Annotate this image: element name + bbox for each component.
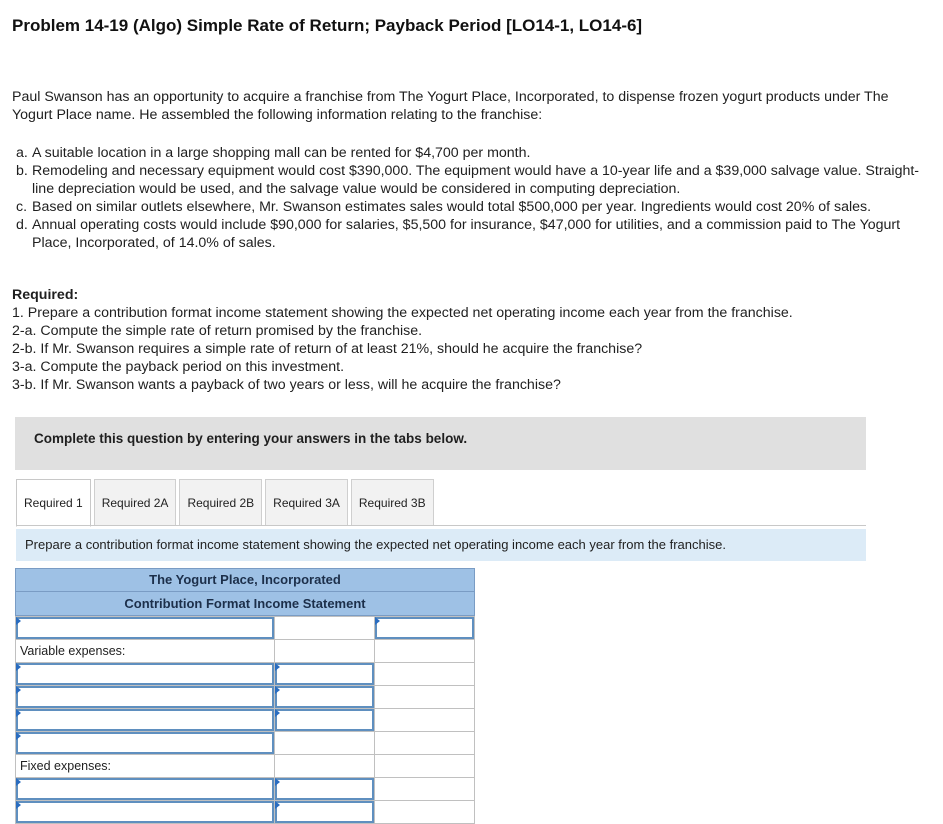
amount-input[interactable] <box>275 663 374 685</box>
table-cell <box>375 755 475 778</box>
table-cell <box>375 732 475 755</box>
table-cell <box>275 686 375 709</box>
table-cell <box>375 778 475 801</box>
table-cell <box>375 709 475 732</box>
required-line: 2-a. Compute the simple rate of return promised by the franchise. <box>12 323 423 339</box>
facts-list <box>16 144 928 252</box>
table-row <box>16 640 475 663</box>
table-cell <box>275 732 375 755</box>
line-item-input[interactable] <box>16 778 274 800</box>
input-marker-icon <box>375 617 380 625</box>
amount-input[interactable] <box>275 709 374 731</box>
table-cell <box>16 732 275 755</box>
table-row <box>16 755 475 778</box>
input-marker-icon <box>275 778 280 786</box>
line-item-input[interactable] <box>16 686 274 708</box>
line-item-input[interactable] <box>16 617 274 639</box>
tab-bar <box>16 479 437 525</box>
amount-input[interactable] <box>275 801 374 823</box>
instructions-banner <box>15 417 866 470</box>
amount-input[interactable] <box>275 778 374 800</box>
input-marker-icon <box>16 801 21 809</box>
table-cell <box>16 663 275 686</box>
income-statement <box>15 568 475 824</box>
table-cell <box>16 640 275 663</box>
table-cell <box>275 640 375 663</box>
item-text: Annual operating costs would include $90,000 for salaries, $5,500 for insurance, $47,000 for utilities, and a commission paid to The Yogurt Place, Incorporated, of 14.0% of sales. <box>32 217 901 251</box>
item-label: b. <box>16 163 28 179</box>
statement-grid <box>15 616 475 824</box>
input-marker-icon <box>16 732 21 740</box>
tab-required-3b[interactable]: Required 3B <box>351 479 434 525</box>
tab-instruction <box>16 529 866 561</box>
table-cell <box>375 801 475 824</box>
input-marker-icon <box>275 709 280 717</box>
required-line: 3-a. Compute the payback period on this investment. <box>12 359 345 375</box>
input-marker-icon <box>275 686 280 694</box>
tab-divider <box>16 525 866 526</box>
required-line: 1. Prepare a contribution format income statement showing the expected net operating income each year from the franchise. <box>12 305 793 321</box>
list-item <box>16 198 928 216</box>
table-row <box>16 778 475 801</box>
item-text: Based on similar outlets elsewhere, Mr. Swanson estimates sales would total $500,000 per year. Ingredients would cost 20% of sales. <box>32 199 872 215</box>
intro-paragraph: Paul Swanson has an opportunity to acquire a franchise from The Yogurt Place, Incorporated, to dispense frozen yogurt products under The Yogurt Place name. He assembled the following information relating to the franchise: <box>12 89 889 123</box>
table-cell <box>275 778 375 801</box>
item-label: a. <box>16 145 28 161</box>
table-cell <box>375 686 475 709</box>
input-marker-icon <box>275 663 280 671</box>
table-row <box>16 709 475 732</box>
table-cell <box>16 686 275 709</box>
tab-required-1[interactable]: Required 1 <box>16 479 91 527</box>
table-cell <box>375 640 475 663</box>
tab-required-3a[interactable]: Required 3A <box>265 479 348 525</box>
tab-required-2a[interactable]: Required 2A <box>94 479 177 525</box>
banner-text: Complete this question by entering your answers in the tabs below. <box>34 431 468 446</box>
amount-input[interactable] <box>375 617 474 639</box>
variable-expenses-label: Variable expenses: <box>20 644 126 658</box>
table-cell <box>16 709 275 732</box>
item-label: d. <box>16 217 28 233</box>
table-cell <box>16 801 275 824</box>
item-text: Remodeling and necessary equipment would cost $390,000. The equipment would have a 10-year life and a $39,000 salvage value. Straight-line depreciation would be used, and the salvage value would be considered in computing depreciation. <box>32 163 920 197</box>
input-marker-icon <box>275 801 280 809</box>
table-row <box>16 663 475 686</box>
instruction-text: Prepare a contribution format income statement showing the expected net operating income each year from the franchise. <box>25 537 726 552</box>
line-item-input[interactable] <box>16 732 274 754</box>
input-marker-icon <box>16 663 21 671</box>
table-cell <box>375 617 475 640</box>
line-item-input[interactable] <box>16 709 274 731</box>
required-header: Required: <box>12 287 79 303</box>
list-item <box>16 162 928 198</box>
input-marker-icon <box>16 709 21 717</box>
statement-title: Contribution Format Income Statement <box>15 592 475 616</box>
line-item-input[interactable] <box>16 801 274 823</box>
input-marker-icon <box>16 617 21 625</box>
required-section <box>12 286 927 394</box>
amount-input[interactable] <box>275 686 374 708</box>
fixed-expenses-label: Fixed expenses: <box>20 759 112 773</box>
table-cell <box>375 663 475 686</box>
required-line: 2-b. If Mr. Swanson requires a simple rate of return of at least 21%, should he acquire the franchise? <box>12 341 643 357</box>
table-cell <box>275 801 375 824</box>
table-row <box>16 732 475 755</box>
table-cell <box>275 755 375 778</box>
table-cell <box>275 709 375 732</box>
input-marker-icon <box>16 686 21 694</box>
table-row <box>16 686 475 709</box>
item-label: c. <box>16 199 28 215</box>
list-item <box>16 216 928 252</box>
input-marker-icon <box>16 778 21 786</box>
table-cell <box>275 663 375 686</box>
table-cell <box>275 617 375 640</box>
table-row <box>16 617 475 640</box>
table-cell <box>16 617 275 640</box>
problem-title: Problem 14-19 (Algo) Simple Rate of Return; Payback Period [LO14-1, LO14-6] <box>12 16 643 35</box>
item-text: A suitable location in a large shopping mall can be rented for $4,700 per month. <box>32 145 531 161</box>
statement-company: The Yogurt Place, Incorporated <box>15 568 475 592</box>
table-row <box>16 801 475 824</box>
list-item <box>16 144 928 162</box>
table-cell <box>16 778 275 801</box>
table-cell <box>16 755 275 778</box>
line-item-input[interactable] <box>16 663 274 685</box>
required-line: 3-b. If Mr. Swanson wants a payback of two years or less, will he acquire the franchise? <box>12 377 561 393</box>
tab-required-2b[interactable]: Required 2B <box>179 479 262 525</box>
